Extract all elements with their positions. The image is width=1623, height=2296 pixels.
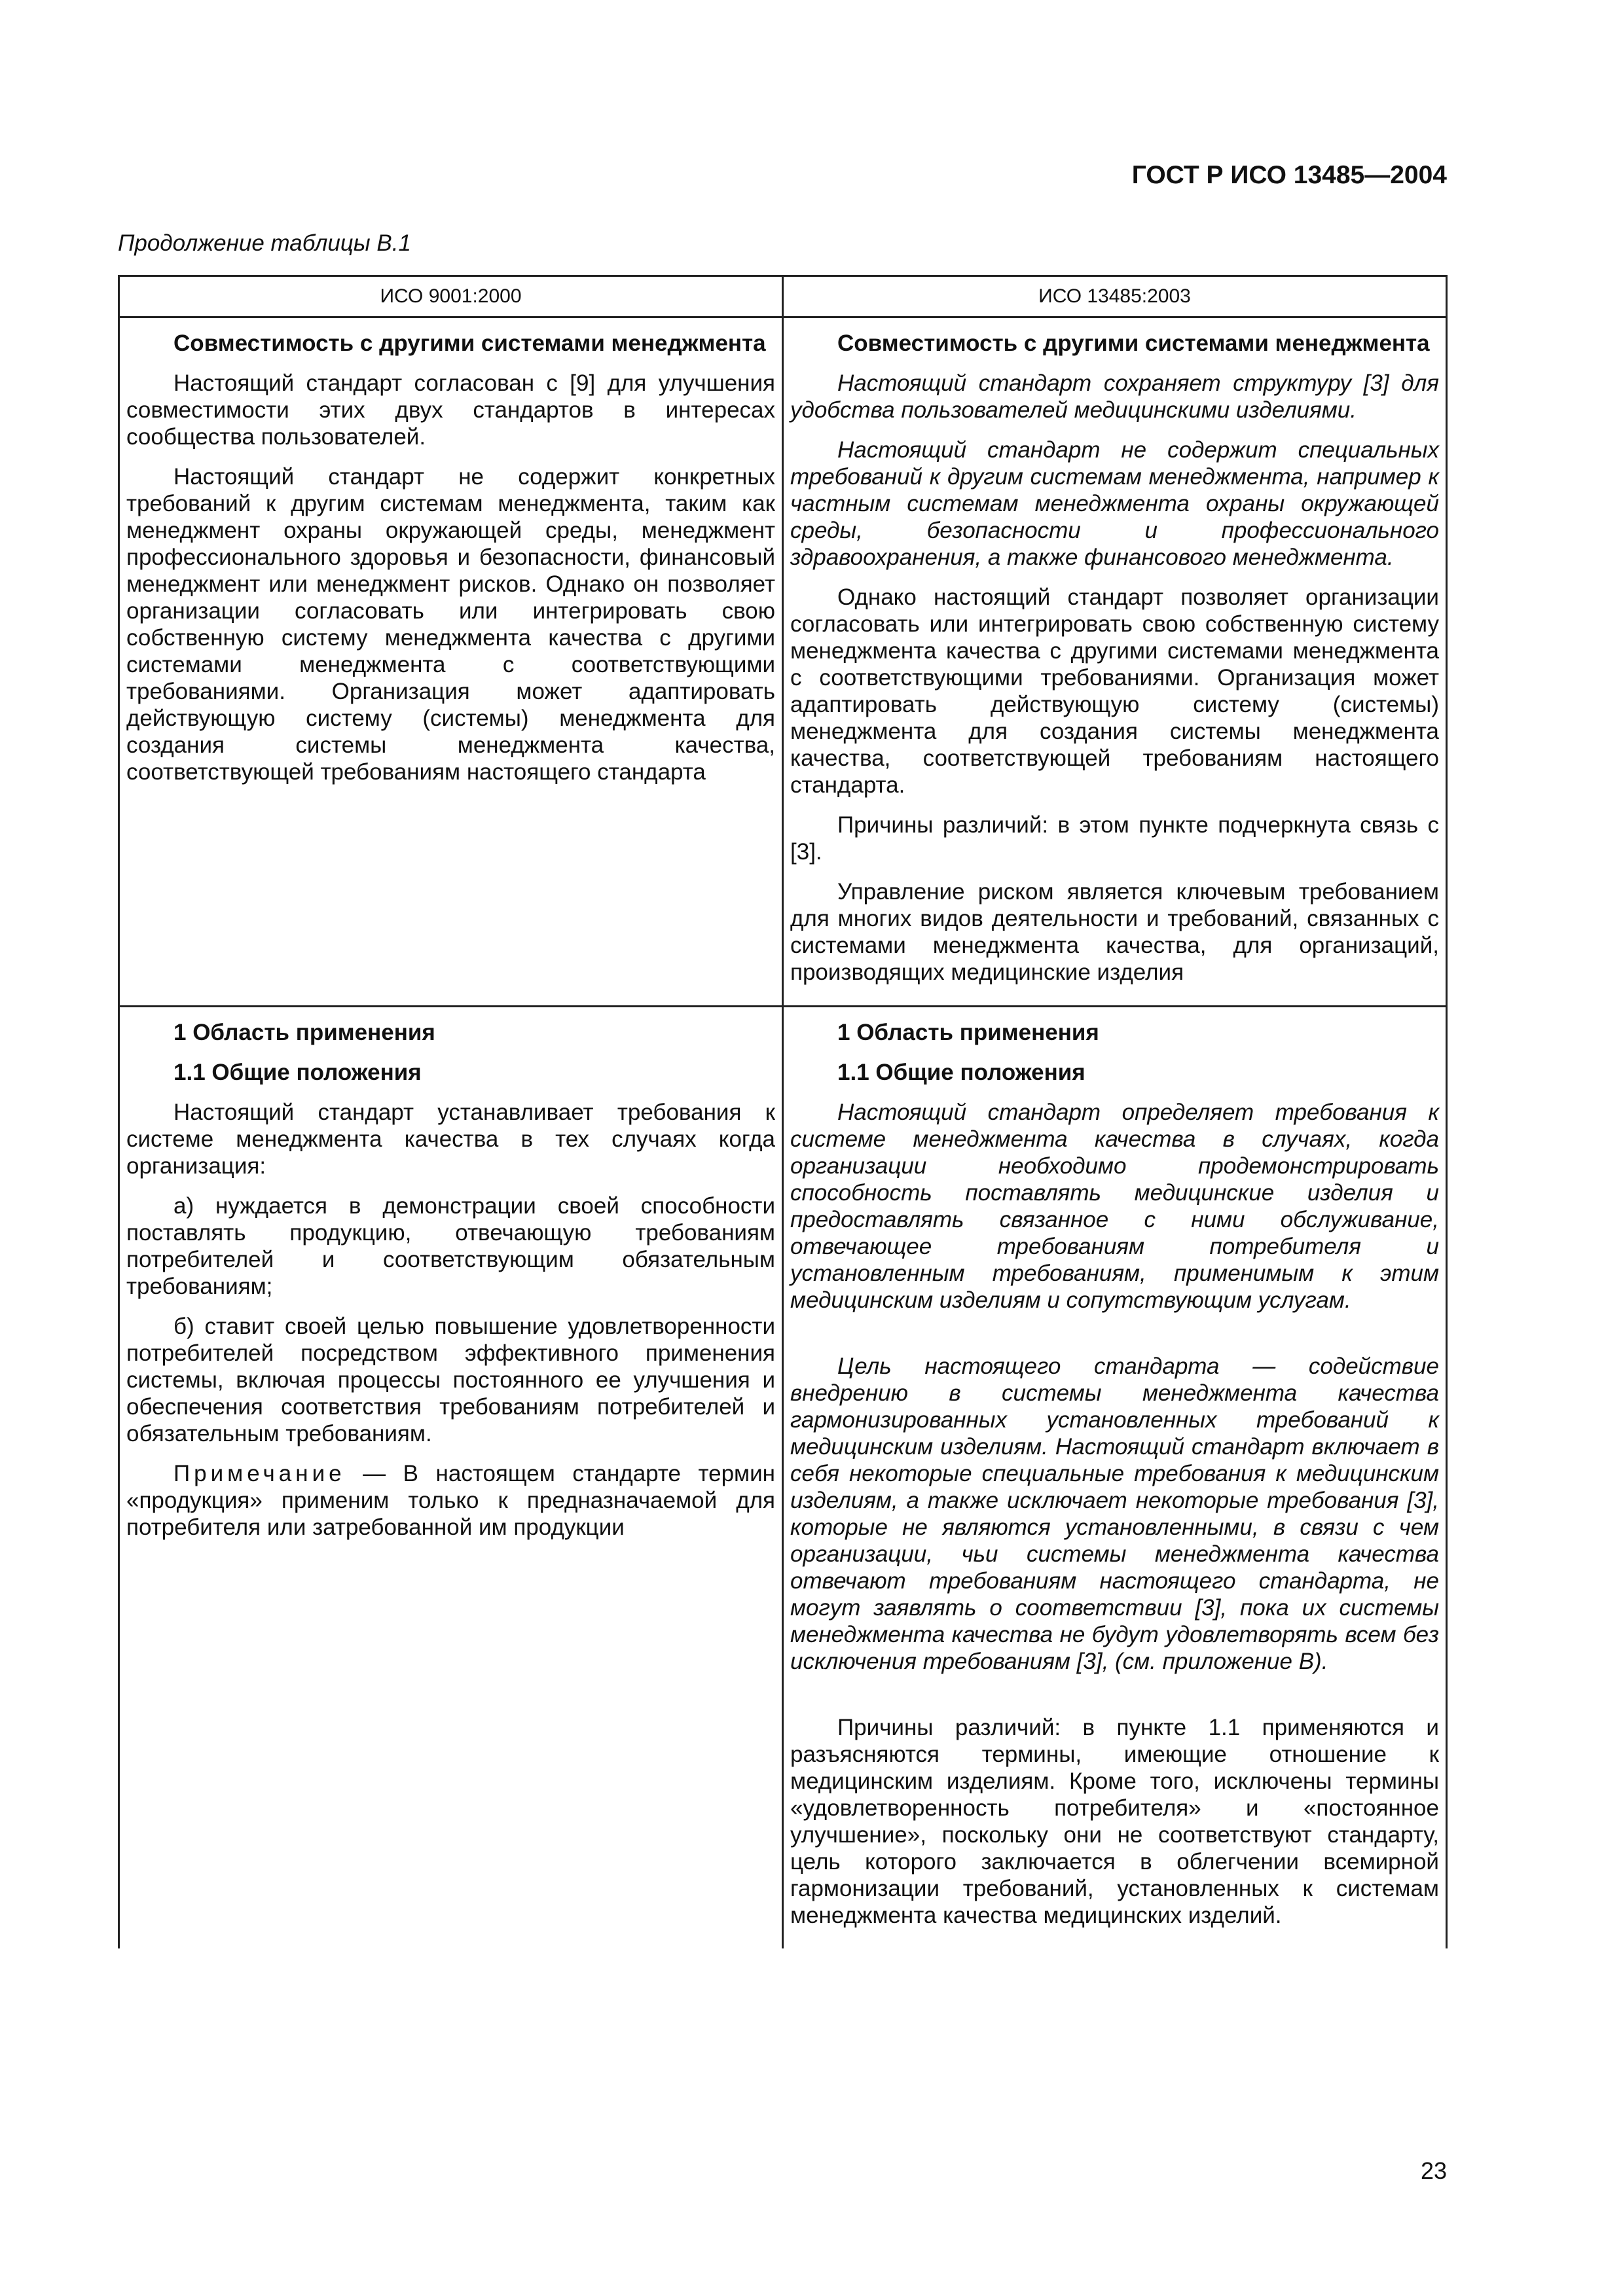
list-item: б) ставит своей целью повышение удовлетворенности потребителей посредством эффективного применения системы, включая процессы постоянного ее улучшения и обеспечения соответствия требованиям потребителей и обязательным требованиям. [126, 1314, 775, 1446]
list-item: а) нуждается в демонстрации своей способности поставлять продукцию, отвечающую требованиям потребителей и соответствующим обязательным требованиям; [126, 1193, 775, 1299]
paragraph: Причины различий: в пункте 1.1 применяются и разъясняются термины, имеющие отношение к медицинским изделиям. Кроме того, исключены термины «удовлетворенность потребителя» и «постоянное улучшение», поскольку они не соответствуют стандарту, цель которого заключается в облегчении всемирной гармонизации требований, установленных к системам менеджмента качества медицинских изделий. [790, 1715, 1439, 1928]
cell-iso9001-scope [119, 1007, 783, 1949]
subsection-heading: 1.1 Общие положения [173, 1060, 422, 1085]
paragraph: Настоящий стандарт не содержит конкретных требований к другим системам менеджмента, таким как менеджмент охраны окружающей среды, менеджмент профессионального здоровья и безопасности, финансовый менеджмент или менеджмент рисков. Однако он позволяет организации согласовать или интегрировать свою собственную систему менеджмента качества с другими системами менеджмента с соответствующими требованиями. Организация может адаптировать действующую систему (системы) менеджмента для создания системы менеджмента качества, соответствующей требованиям настоящего стандарта [126, 464, 775, 785]
cell-iso13485-compatibility [783, 317, 1447, 1007]
note-paragraph [126, 1460, 775, 1541]
section-heading: 1 Область применения [173, 1020, 435, 1045]
table-header-row [119, 276, 1447, 317]
table-row-scope [119, 1007, 1447, 1949]
paragraph: Управление риском является ключевым требованием для многих видов деятельности и требований, связанных с системами менеджмента качества, для организаций, производящих медицинские изделия [790, 879, 1439, 985]
cell-iso13485-scope [783, 1007, 1447, 1949]
subsection-heading: 1.1 Общие положения [837, 1060, 1085, 1085]
cell-iso9001-compatibility [119, 317, 783, 1007]
column-header-iso13485: ИСО 13485:2003 [783, 276, 1447, 317]
document-standard-code: ГОСТ Р ИСО 13485—2004 [1131, 161, 1447, 189]
paragraph: Цель настоящего стандарта — содействие внедрению в системы менеджмента качества гармонизированных установленных требований к медицинским изделиям. Настоящий стандарт включает в себя некоторые специальные требования к медицинским изделиям, а также исключает некоторые требования [3], которые не являются установленными, в связи с чем организации, чьи системы менеджмента качества отвечают требованиям настоящего стандарта, не могут заявлять о соответствии [3], пока их системы менеджмента качества не будут удовлетворять всем без исключения требованиям [3], (см. приложение В). [790, 1354, 1439, 1674]
note-text: — В настоящем стандарте термин «продукция» применим только к предназначаемой для потребителя или затребованной им продукции [126, 1461, 775, 1540]
column-header-iso9001: ИСО 9001:2000 [119, 276, 783, 317]
table-continuation-caption: Продолжение таблицы В.1 [118, 230, 411, 256]
paragraph: Настоящий стандарт сохраняет структуру [3] для удобства пользователей медицинскими изделиями. [790, 370, 1439, 423]
page-number: 23 [1420, 2157, 1447, 2184]
section-heading: 1 Область применения [837, 1020, 1099, 1045]
paragraph: Настоящий стандарт согласован с [9] для улучшения совместимости этих двух стандартов в интересах сообщества пользователей. [126, 370, 775, 450]
comparison-table [118, 275, 1448, 1948]
paragraph: Настоящий стандарт определяет требования к системе менеджмента качества в случаях, когда организации необходимо продемонстрировать способность поставлять медицинские изделия и предоставлять связанное с ними обслуживание, отвечающее требованиям потребителя и установленным требованиям, применимым к этим медицинским изделиям и сопутствующим услугам. [790, 1100, 1439, 1313]
section-heading: Совместимость с другими системами менеджмента [837, 331, 1430, 356]
table-row-compatibility [119, 317, 1447, 1007]
paragraph: Настоящий стандарт устанавливает требования к системе менеджмента качества в тех случаях когда организация: [126, 1100, 775, 1179]
paragraph: Настоящий стандарт не содержит специальных требований к другим системам менеджмента, например к частным системам менеджмента охраны окружающей среды, безопасности и профессионального здравоохранения, а также финансового менеджмента. [790, 437, 1439, 570]
section-heading: Совместимость с другими системами менеджмента [173, 331, 766, 356]
paragraph: Причины различий: в этом пункте подчеркнута связь с [3]. [790, 812, 1439, 865]
paragraph: Однако настоящий стандарт позволяет организации согласовать или интегрировать свою собственную систему менеджмента качества с другими системами менеджмента с соответствующими требованиями. Организация может адаптировать действующую систему (системы) менеджмента для создания системы менеджмента качества, соответствующей требованиям настоящего стандарта. [790, 584, 1439, 798]
note-label: Примечание [173, 1461, 346, 1486]
